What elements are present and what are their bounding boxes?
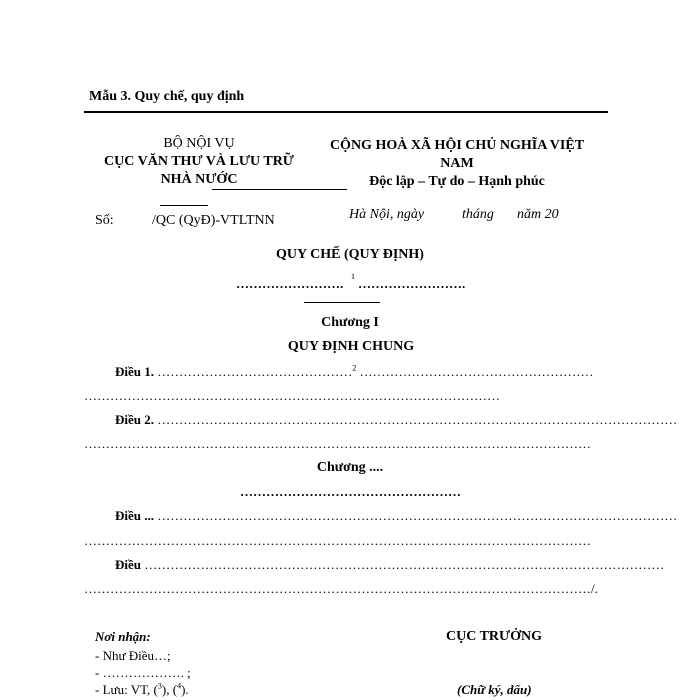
article-1-text: ……………………………………… [157, 364, 353, 379]
article-last-continuation: ………………………………………………………………………………………………………/. [84, 581, 598, 596]
article-n [115, 508, 677, 524]
signature-note: (Chữ ký, dấu) [457, 682, 532, 697]
article-last [115, 557, 664, 573]
article-1-text2: ……………………………………………… [359, 364, 594, 379]
article-1 [115, 364, 594, 380]
agency-name-line1: CỤC VĂN THƯ VÀ LƯU TRỮ [104, 154, 294, 169]
article-last-text: ………………………………………………………………………………………………………… [144, 557, 665, 572]
article-n-continuation: ……………………………………………………………………………………………………… [84, 533, 591, 548]
nation-line1: CỘNG HOÀ XÃ HỘI CHỦ NGHĨA VIỆT [329, 138, 585, 153]
title-underline [304, 302, 380, 303]
article-2 [115, 412, 677, 428]
article-last-label: Điều [115, 557, 141, 572]
motto-underline [212, 189, 347, 190]
recipients-title: Nơi nhận: [95, 629, 151, 644]
article-1-footnote: 2 [352, 363, 357, 373]
nation-line2: NAM [440, 156, 474, 171]
article-2-text: ………………………………………………………………………………………………………… [157, 412, 678, 427]
chapter-n-heading: Chương .... [316, 460, 384, 475]
article-n-label: Điều ... [115, 508, 154, 523]
agency-name-line2: NHÀ NƯỚC [160, 172, 238, 187]
agency-underline [160, 205, 208, 206]
article-n-text: ………………………………………………………………………………………………………… [157, 508, 678, 523]
title-dots-right: ……………………. [358, 276, 466, 291]
recipient-item-2: - ………………. ; [95, 665, 191, 680]
form-label: Mẫu 3. Quy chế, quy định [89, 89, 245, 104]
chapter-n-name: …………………………………………… [240, 484, 461, 499]
chapter1-name: QUY ĐỊNH CHUNG [287, 339, 415, 354]
date-year: năm 20 [517, 207, 559, 222]
ministry-name: BỘ NỘI VỤ [163, 136, 235, 151]
article-2-label: Điều 2. [115, 412, 154, 427]
date-month: tháng [462, 207, 494, 222]
national-motto: Độc lập – Tự do – Hạnh phúc [369, 174, 545, 189]
title-footnote: 1 [351, 272, 355, 281]
chapter1-heading: Chương I [321, 315, 379, 330]
date-place: Hà Nội, ngày [349, 207, 425, 222]
top-rule [84, 111, 608, 113]
document-title: QUY CHẾ (QUY ĐỊNH) [276, 247, 424, 262]
article-2-continuation: ……………………………………………………………………………………………………… [84, 436, 591, 451]
article-1-continuation: …………………………………………………………………………………… [84, 388, 500, 403]
recipient-archive: - Lưu: VT, ($^3$), ($^4$). [95, 681, 189, 697]
signer-title: CỤC TRƯỞNG [446, 629, 543, 644]
title-dots-left: ……………………. [236, 276, 344, 291]
recipient-item-1: - Như Điều…; [95, 648, 171, 663]
article-1-label: Điều 1. [115, 364, 154, 379]
number-label: Số: [95, 213, 114, 228]
document-number-code: /QC (QyĐ)-VTLTNN [152, 213, 275, 228]
